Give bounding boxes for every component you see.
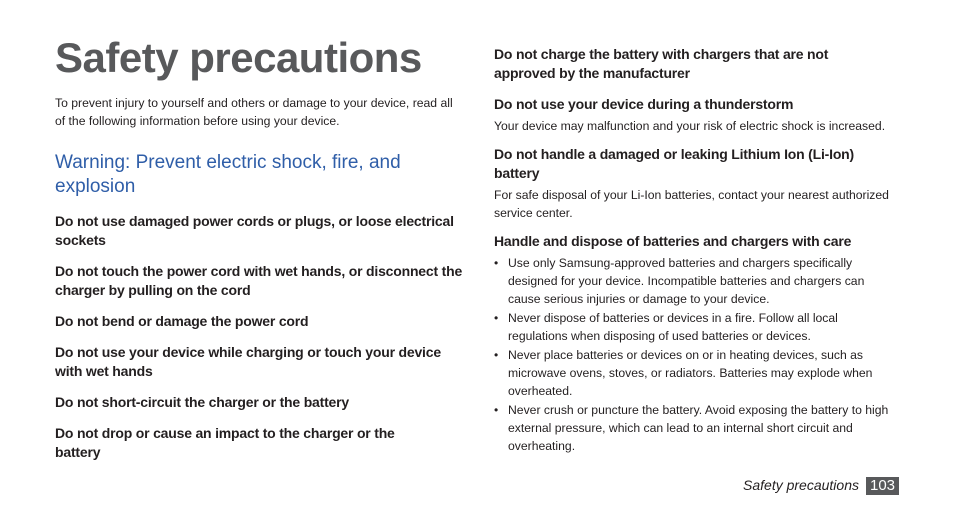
left-item-5: Do not short-circuit the charger or the battery	[55, 394, 349, 410]
bullet-icon: •	[494, 311, 499, 325]
bullet-icon: •	[494, 256, 499, 270]
bullet-icon: •	[494, 348, 499, 362]
list-item: • Never place batteries or devices on or in heating devices, such as microwave ovens, stoves, or radiators. Batteries may explode when overheated.	[494, 348, 873, 398]
right-paragraph-3: For safe disposal of your Li-Ion batteries, contact your nearest authorized service center.	[494, 188, 889, 220]
page-number-badge: 103	[866, 477, 899, 495]
list-item: • Use only Samsung-approved batteries and chargers specifically designed for your device. Incompatible batteries and chargers can cause serious injuries or damage to your device.	[494, 256, 865, 306]
page-title: Safety precautions	[55, 34, 422, 81]
battery-care-list	[494, 254, 894, 456]
right-heading-1: Do not charge the battery with chargers that are not approved by the manufacturer	[494, 46, 829, 81]
intro-paragraph: To prevent injury to yourself and others or damage to your device, read all of the following information before using your device.	[55, 96, 453, 128]
left-item-4: Do not use your device while charging or touch your device with wet hands	[55, 344, 441, 379]
right-heading-3: Do not handle a damaged or leaking Lithium Ion (Li-Ion) battery	[494, 146, 855, 181]
left-item-6: Do not drop or cause an impact to the charger or the battery	[55, 425, 395, 460]
right-paragraph-2: Your device may malfunction and your risk of electric shock is increased.	[494, 119, 886, 133]
footer-section-label: Safety precautions	[743, 477, 859, 493]
right-heading-4: Handle and dispose of batteries and chargers with care	[494, 233, 852, 249]
bullet-icon: •	[494, 403, 499, 417]
right-heading-2: Do not use your device during a thunderstorm	[494, 96, 794, 112]
list-item: • Never dispose of batteries or devices in a fire. Follow all local regulations when disposing of used batteries or devices.	[494, 311, 838, 343]
left-item-2: Do not touch the power cord with wet hands, or disconnect the charger by pulling on the cord	[55, 263, 463, 298]
list-item: • Never crush or puncture the battery. Avoid exposing the battery to high external pressure, which can lead to an internal short circuit and overheating.	[494, 403, 889, 453]
left-item-3: Do not bend or damage the power cord	[55, 313, 309, 329]
warning-heading: Warning: Prevent electric shock, fire, and explosion	[55, 152, 401, 197]
left-item-1: Do not use damaged power cords or plugs, or loose electrical sockets	[55, 213, 454, 248]
